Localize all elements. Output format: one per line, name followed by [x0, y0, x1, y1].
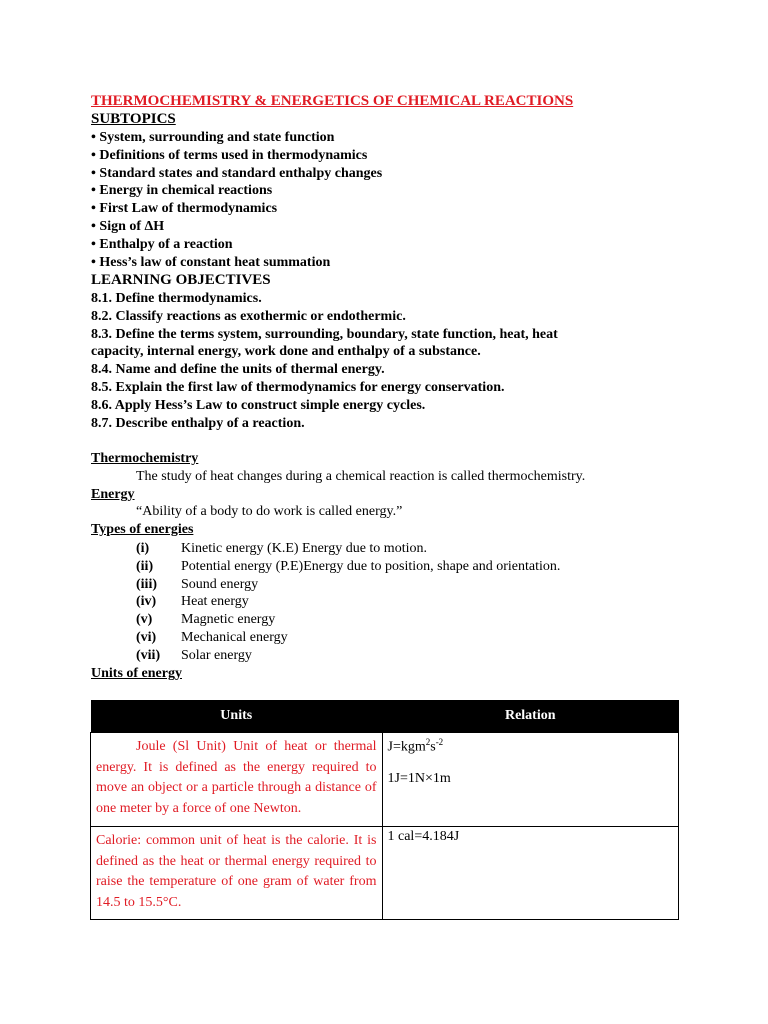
objective-item: 8.3. Define the terms system, surrounding, boundary, state function, heat, heat capacity, internal energy, work done and enthalpy of a substance. — [91, 326, 558, 360]
item-text: Magnetic energy — [181, 612, 276, 628]
item-number: (vii) — [136, 647, 161, 663]
relation-text: J=kgm — [387, 739, 426, 755]
subtopic-item: • Definitions of terms used in thermodynamics — [91, 147, 368, 163]
item-number: (i) — [136, 541, 150, 556]
item-number: (iii) — [136, 576, 157, 592]
energy-types-list — [136, 540, 560, 665]
unit-cell: Calorie: common unit of heat is the calorie. It is defined as the heat or thermal energy required to raise the temperature of one gram of water from 14.5 to 15.5°C. — [91, 827, 383, 920]
item-text: Sound energy — [181, 576, 259, 592]
objective-item: 8.5. Explain the first law of thermodynamics for energy conservation. — [91, 379, 505, 395]
table-row — [91, 733, 679, 827]
item-number: (iv) — [136, 594, 157, 610]
thermochemistry-definition: The study of heat changes during a chemical reaction is called thermochemistry. — [136, 469, 586, 484]
relation-cell: 1 cal=4.184J — [382, 827, 679, 920]
objective-item: 8.2. Classify reactions as exothermic or endothermic. — [91, 308, 406, 324]
joule-newton-relation: 1J=1N×1m — [387, 770, 451, 786]
subtopics-heading: SUBTOPICS — [91, 111, 176, 127]
item-number: (v) — [136, 612, 153, 628]
item-text: Heat energy — [181, 594, 249, 610]
item-text: Solar energy — [181, 647, 252, 663]
objectives-heading: LEARNING OBJECTIVES — [91, 272, 271, 288]
objective-item: 8.6. Apply Hess’s Law to construct simple energy cycles. — [91, 397, 426, 413]
column-header-relation: Relation — [382, 700, 679, 733]
exponent: -2 — [435, 737, 444, 747]
item-text: Potential energy (P.E)Energy due to position, shape and orientation. — [181, 558, 561, 574]
joule-description: Joule (Sl Unit) Unit of heat or thermal energy. It is defined as the energy required to move an object or a particle through a distance of one meter by a force of one Newton. — [96, 739, 377, 816]
energy-type-item — [136, 611, 560, 629]
objective-item: 8.4. Name and define the units of thermal energy. — [91, 362, 385, 378]
subtopic-item: • System, surrounding and state function — [91, 130, 335, 145]
table-header-row — [91, 700, 679, 733]
column-header-units: Units — [91, 700, 383, 733]
energy-type-item — [136, 558, 560, 576]
thermochemistry-heading: Thermochemistry — [91, 451, 199, 466]
item-number: (vi) — [136, 629, 157, 645]
subtopic-item: • First Law of thermodynamics — [91, 201, 278, 217]
unit-cell — [91, 733, 383, 827]
table-row — [91, 827, 679, 920]
energy-definition: “Ability of a body to do work is called energy.” — [136, 504, 403, 519]
item-number: (ii) — [136, 558, 154, 574]
energy-type-item — [136, 540, 560, 558]
units-table — [90, 700, 679, 920]
objective-item: 8.1. Define thermodynamics. — [91, 291, 262, 306]
energy-type-item — [136, 629, 560, 647]
subtopic-item: • Hess’s law of constant heat summation — [91, 254, 331, 270]
item-text: Kinetic energy (K.E) Energy due to motion. — [181, 541, 427, 556]
subtopic-item: • Standard states and standard enthalpy changes — [91, 165, 383, 181]
relation-cell — [382, 733, 679, 827]
energy-heading: Energy — [91, 487, 135, 502]
joule-relation — [388, 734, 674, 756]
units-heading: Units of energy — [91, 666, 182, 681]
subtopic-item: • Energy in chemical reactions — [91, 183, 273, 199]
relation-text: s — [430, 739, 436, 755]
document-title: THERMOCHEMISTRY & ENERGETICS OF CHEMICAL REACTIONS — [91, 93, 574, 109]
energy-type-item — [136, 593, 560, 611]
types-heading: Types of energies — [91, 522, 194, 537]
subtopic-item: • Sign of ΔH — [91, 218, 165, 234]
energy-type-item — [136, 576, 560, 594]
item-text: Mechanical energy — [181, 629, 288, 645]
subtopic-item: • Enthalpy of a reaction — [91, 236, 233, 252]
objectives-list — [91, 290, 611, 432]
subtopics-list — [91, 129, 382, 271]
energy-type-item — [136, 647, 560, 665]
objective-item: 8.7. Describe enthalpy of a reaction. — [91, 415, 305, 431]
exponent: 2 — [425, 737, 431, 747]
